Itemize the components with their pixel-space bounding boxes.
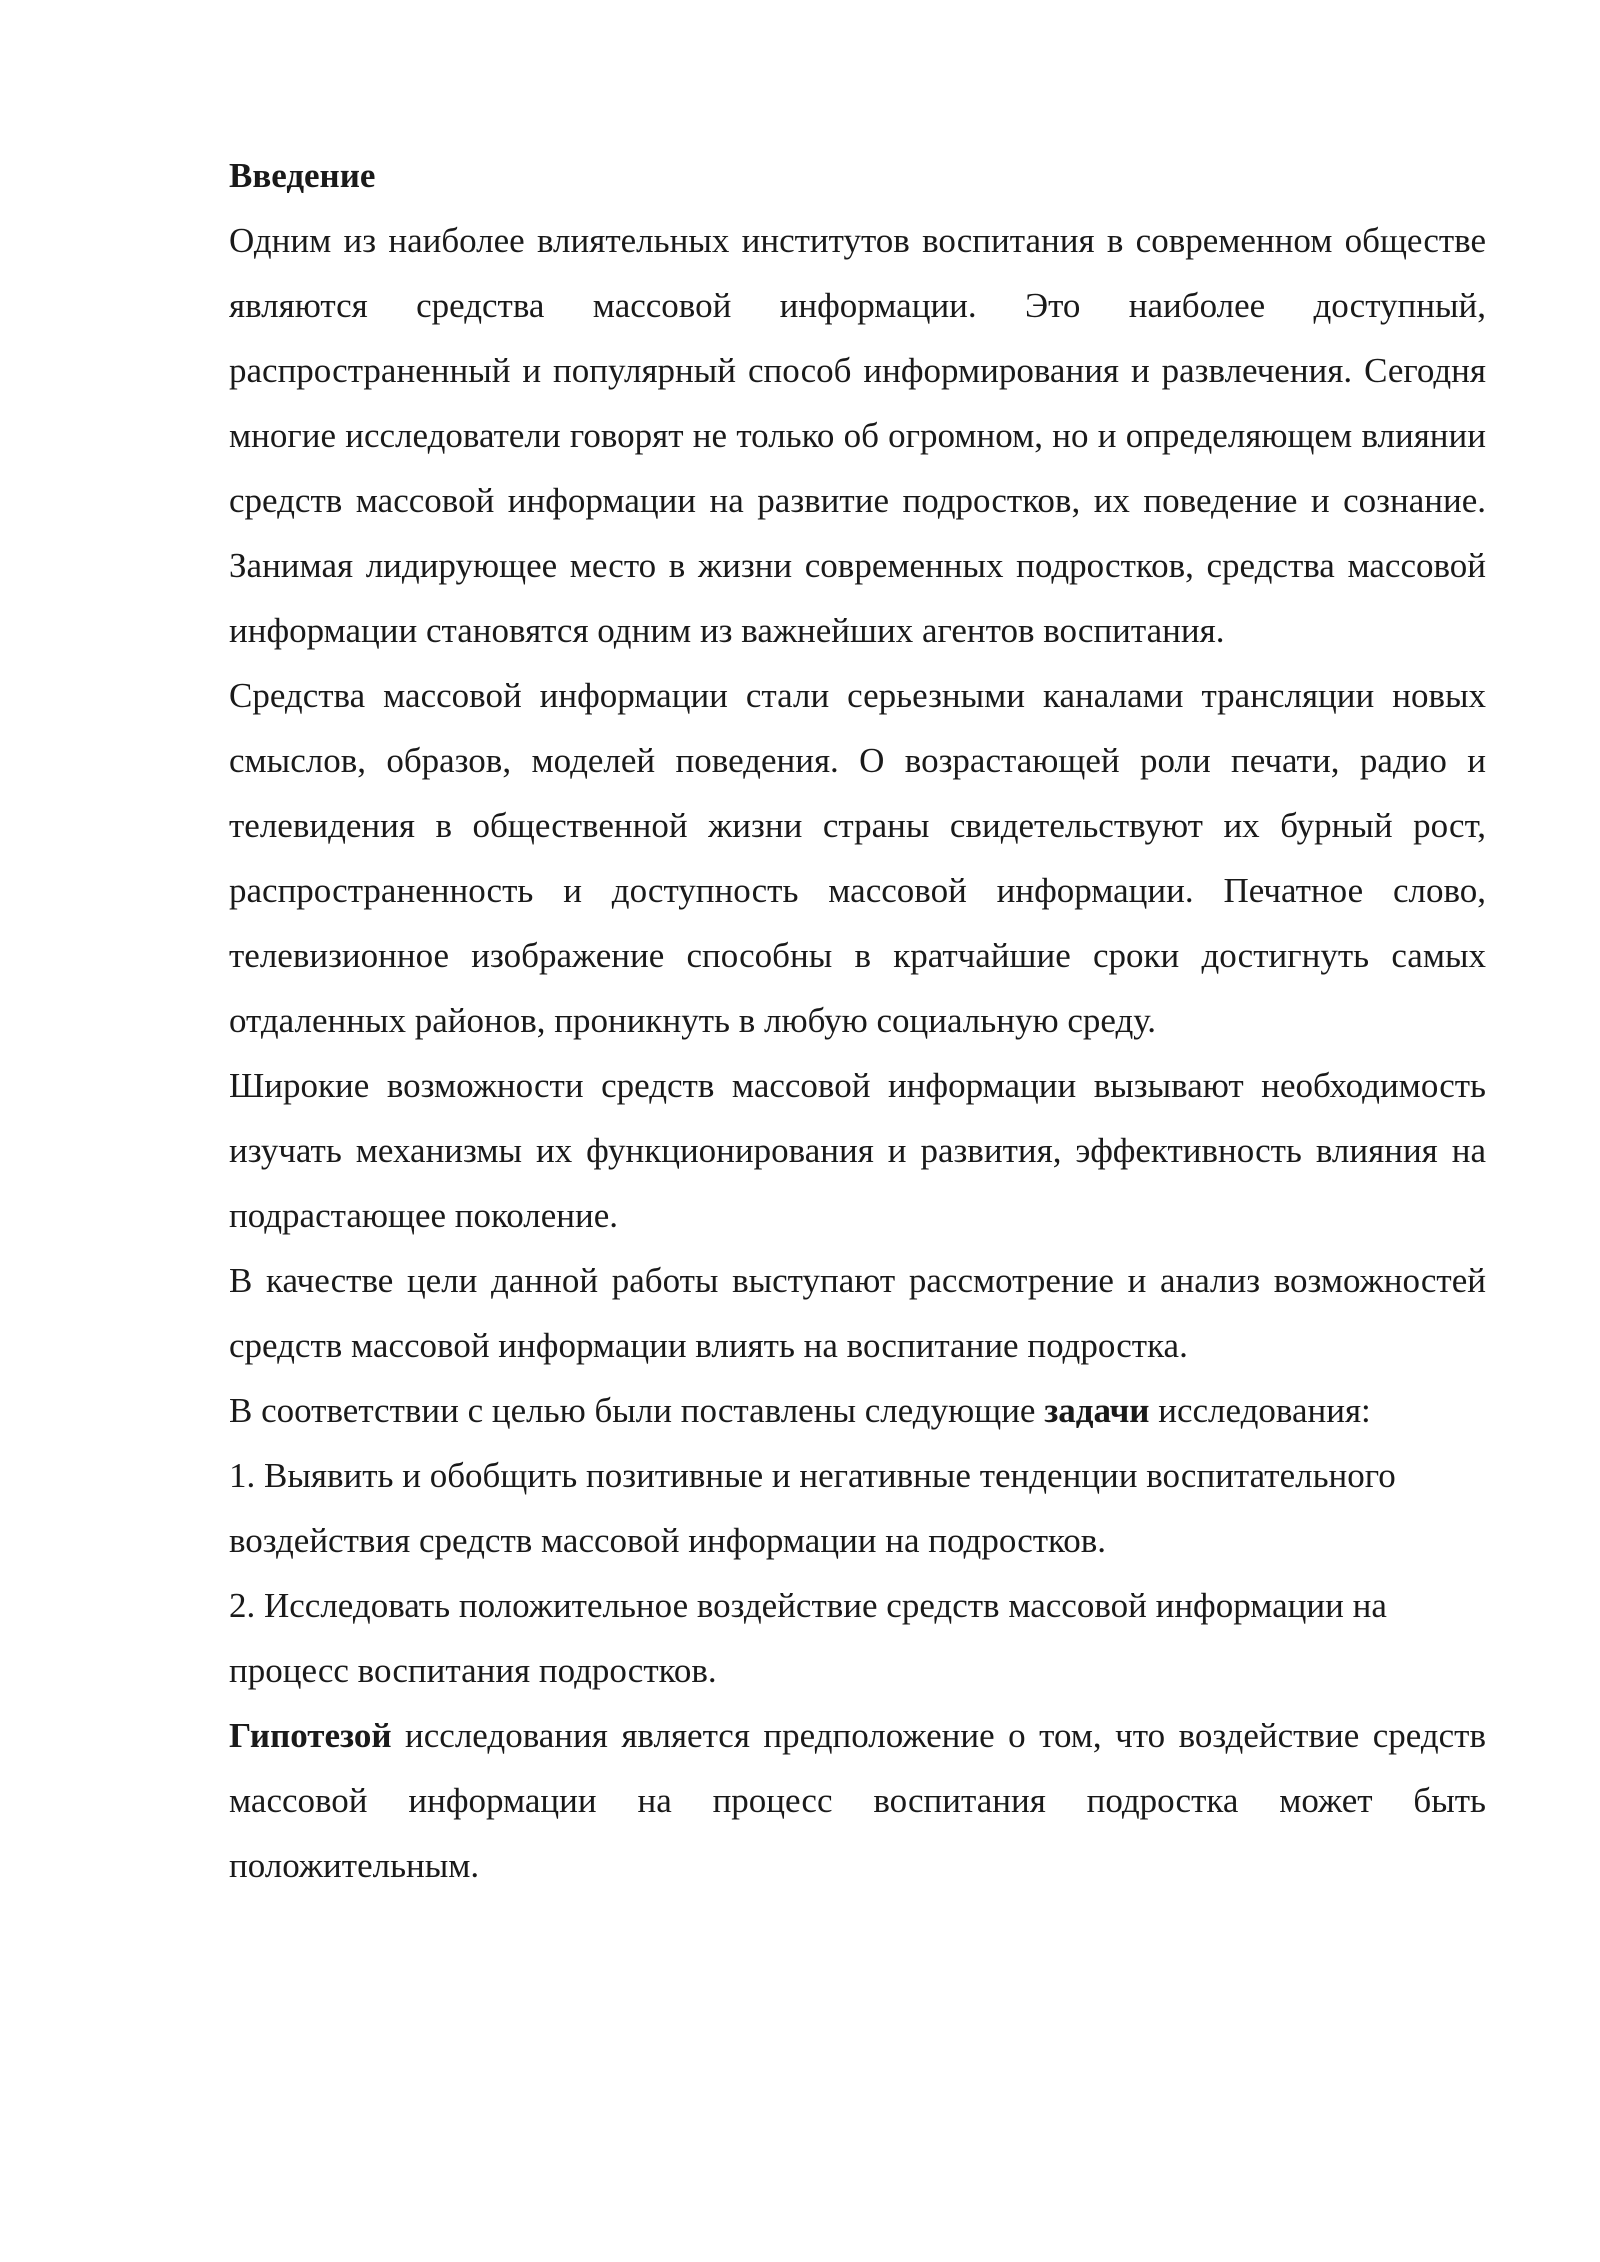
section-heading: Введение	[229, 156, 376, 195]
paragraph-intro: Одним из наиболее влиятельных институтов воспитания в современном обществе являются средства массовой информации. Это наиболее доступный, распространенный и популярный способ информирования и развлечения. Сегодня многие исследователи говорят не только об огромном, но и определяющем влиянии средств массовой информации на развитие подростков, их поведение и сознание. Занимая лидирующее место в жизни современных подростков, средства массовой информации становятся одним из важнейших агентов воспитания.	[229, 221, 1486, 650]
paragraph-goal: В качестве цели данной работы выступают рассмотрение и анализ возможностей средств массовой информации влиять на воспитание подростка.	[229, 1261, 1486, 1365]
document-body	[229, 143, 1486, 1898]
paragraph-media-channels: Средства массовой информации стали серьезными каналами трансляции новых смыслов, образов, моделей поведения. О возрастающей роли печати, радио и телевидения в общественной жизни страны свидетельствуют их бурный рост, распространенность и доступность массовой информации. Печатное слово, телевизионное изображение способны в кратчайшие сроки достигнуть самых отдаленных районов, проникнуть в любую социальную среду.	[229, 676, 1486, 1040]
task-item-2: 2. Исследовать положительное воздействие средств массовой информации на процесс воспитания подростков.	[229, 1586, 1387, 1690]
tasks-keyword: задачи	[1044, 1391, 1150, 1430]
task-item-1: 1. Выявить и обобщить позитивные и негативные тенденции воспитательного воздействия средств массовой информации на подростков.	[229, 1456, 1396, 1560]
tasks-intro-after: исследования:	[1149, 1391, 1371, 1430]
tasks-intro-before: В соответствии с целью были поставлены следующие	[229, 1391, 1045, 1430]
paragraph-tasks-intro	[229, 1378, 1486, 1443]
hypothesis-text: исследования является предположение о том, что воздействие средств массовой информации на процесс воспитания подростка может быть положительным.	[229, 1716, 1486, 1885]
paragraph-capabilities: Широкие возможности средств массовой информации вызывают необходимость изучать механизмы их функционирования и развития, эффективность влияния на подрастающее поколение.	[229, 1066, 1486, 1235]
hypothesis-keyword: Гипотезой	[229, 1716, 392, 1755]
paragraph-hypothesis	[229, 1703, 1486, 1898]
